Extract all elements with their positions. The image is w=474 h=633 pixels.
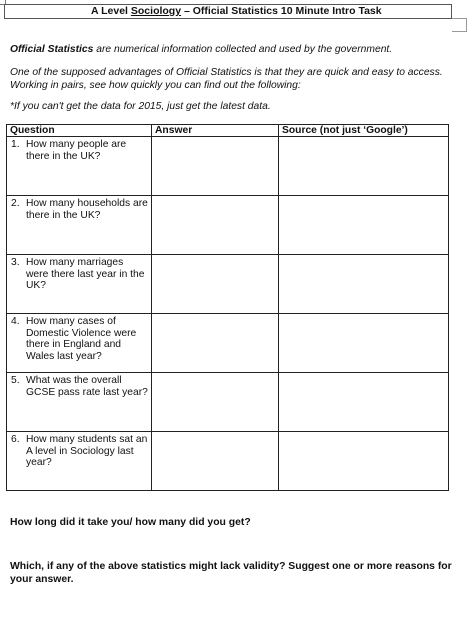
question-text: What was the overall GCSE pass rate last year? bbox=[26, 375, 148, 398]
question-number: 6. bbox=[11, 434, 20, 445]
task-line-2: Working in pairs, see how quickly you can find out the following: bbox=[10, 80, 301, 91]
question-cell bbox=[7, 137, 152, 196]
answer-cell[interactable] bbox=[152, 255, 279, 314]
question-cell bbox=[7, 432, 152, 491]
title-subject: Sociology bbox=[130, 5, 182, 17]
source-cell[interactable] bbox=[279, 314, 449, 373]
answer-cell[interactable] bbox=[152, 432, 279, 491]
question-number: 2. bbox=[11, 198, 20, 209]
questions-table bbox=[6, 124, 449, 491]
question-text: How many cases of Domestic Violence were there in England and Wales last year? bbox=[26, 316, 137, 362]
title-rest: – Official Statistics 10 Minute Intro Task bbox=[181, 5, 382, 17]
source-cell[interactable] bbox=[279, 373, 449, 432]
table-row bbox=[7, 137, 449, 196]
page-title bbox=[91, 5, 382, 18]
question-cell bbox=[7, 373, 152, 432]
followup-question-validity-line2: your answer. bbox=[10, 574, 74, 585]
table-row bbox=[7, 255, 449, 314]
source-cell[interactable] bbox=[279, 196, 449, 255]
page-side-mark bbox=[452, 18, 467, 32]
question-text: How many students sat an A level in Sociology last year? bbox=[26, 434, 148, 469]
question-number: 5. bbox=[11, 375, 20, 386]
source-cell[interactable] bbox=[279, 432, 449, 491]
answer-cell[interactable] bbox=[152, 314, 279, 373]
answer-cell[interactable] bbox=[152, 373, 279, 432]
source-cell[interactable] bbox=[279, 255, 449, 314]
question-cell bbox=[7, 196, 152, 255]
header-question: Question bbox=[7, 125, 152, 137]
question-text: How many people are there in the UK? bbox=[26, 139, 127, 162]
definition-text: are numerical information collected and used by the government. bbox=[93, 44, 393, 55]
header-answer: Answer bbox=[152, 125, 279, 137]
definition-paragraph bbox=[10, 44, 392, 56]
question-text: How many households are there in the UK? bbox=[26, 198, 148, 221]
table-header-row bbox=[7, 125, 449, 137]
question-cell bbox=[7, 255, 152, 314]
followup-question-validity-line1: Which, if any of the above statistics might lack validity? Suggest one or more reasons for bbox=[10, 561, 452, 572]
task-line-1: One of the supposed advantages of Official Statistics is that they are quick and easy to access. bbox=[10, 67, 443, 78]
question-number: 1. bbox=[11, 139, 20, 150]
title-bar bbox=[4, 4, 452, 19]
question-number: 4. bbox=[11, 316, 20, 327]
followup-question-time: How long did it take you/ how many did you get? bbox=[10, 517, 251, 528]
answer-cell[interactable] bbox=[152, 137, 279, 196]
table-row bbox=[7, 196, 449, 255]
definition-term: Official Statistics bbox=[10, 44, 94, 55]
table-row bbox=[7, 432, 449, 491]
data-note: *If you can't get the data for 2015, just get the latest data. bbox=[10, 101, 271, 112]
table-row bbox=[7, 373, 449, 432]
source-cell[interactable] bbox=[279, 137, 449, 196]
question-cell bbox=[7, 314, 152, 373]
answer-cell[interactable] bbox=[152, 196, 279, 255]
question-text: How many marriages were there last year in the UK? bbox=[26, 257, 145, 292]
question-number: 3. bbox=[11, 257, 20, 268]
title-prefix: A Level bbox=[91, 5, 131, 17]
header-source: Source (not just ‘Google’) bbox=[279, 125, 449, 137]
table-row bbox=[7, 314, 449, 373]
